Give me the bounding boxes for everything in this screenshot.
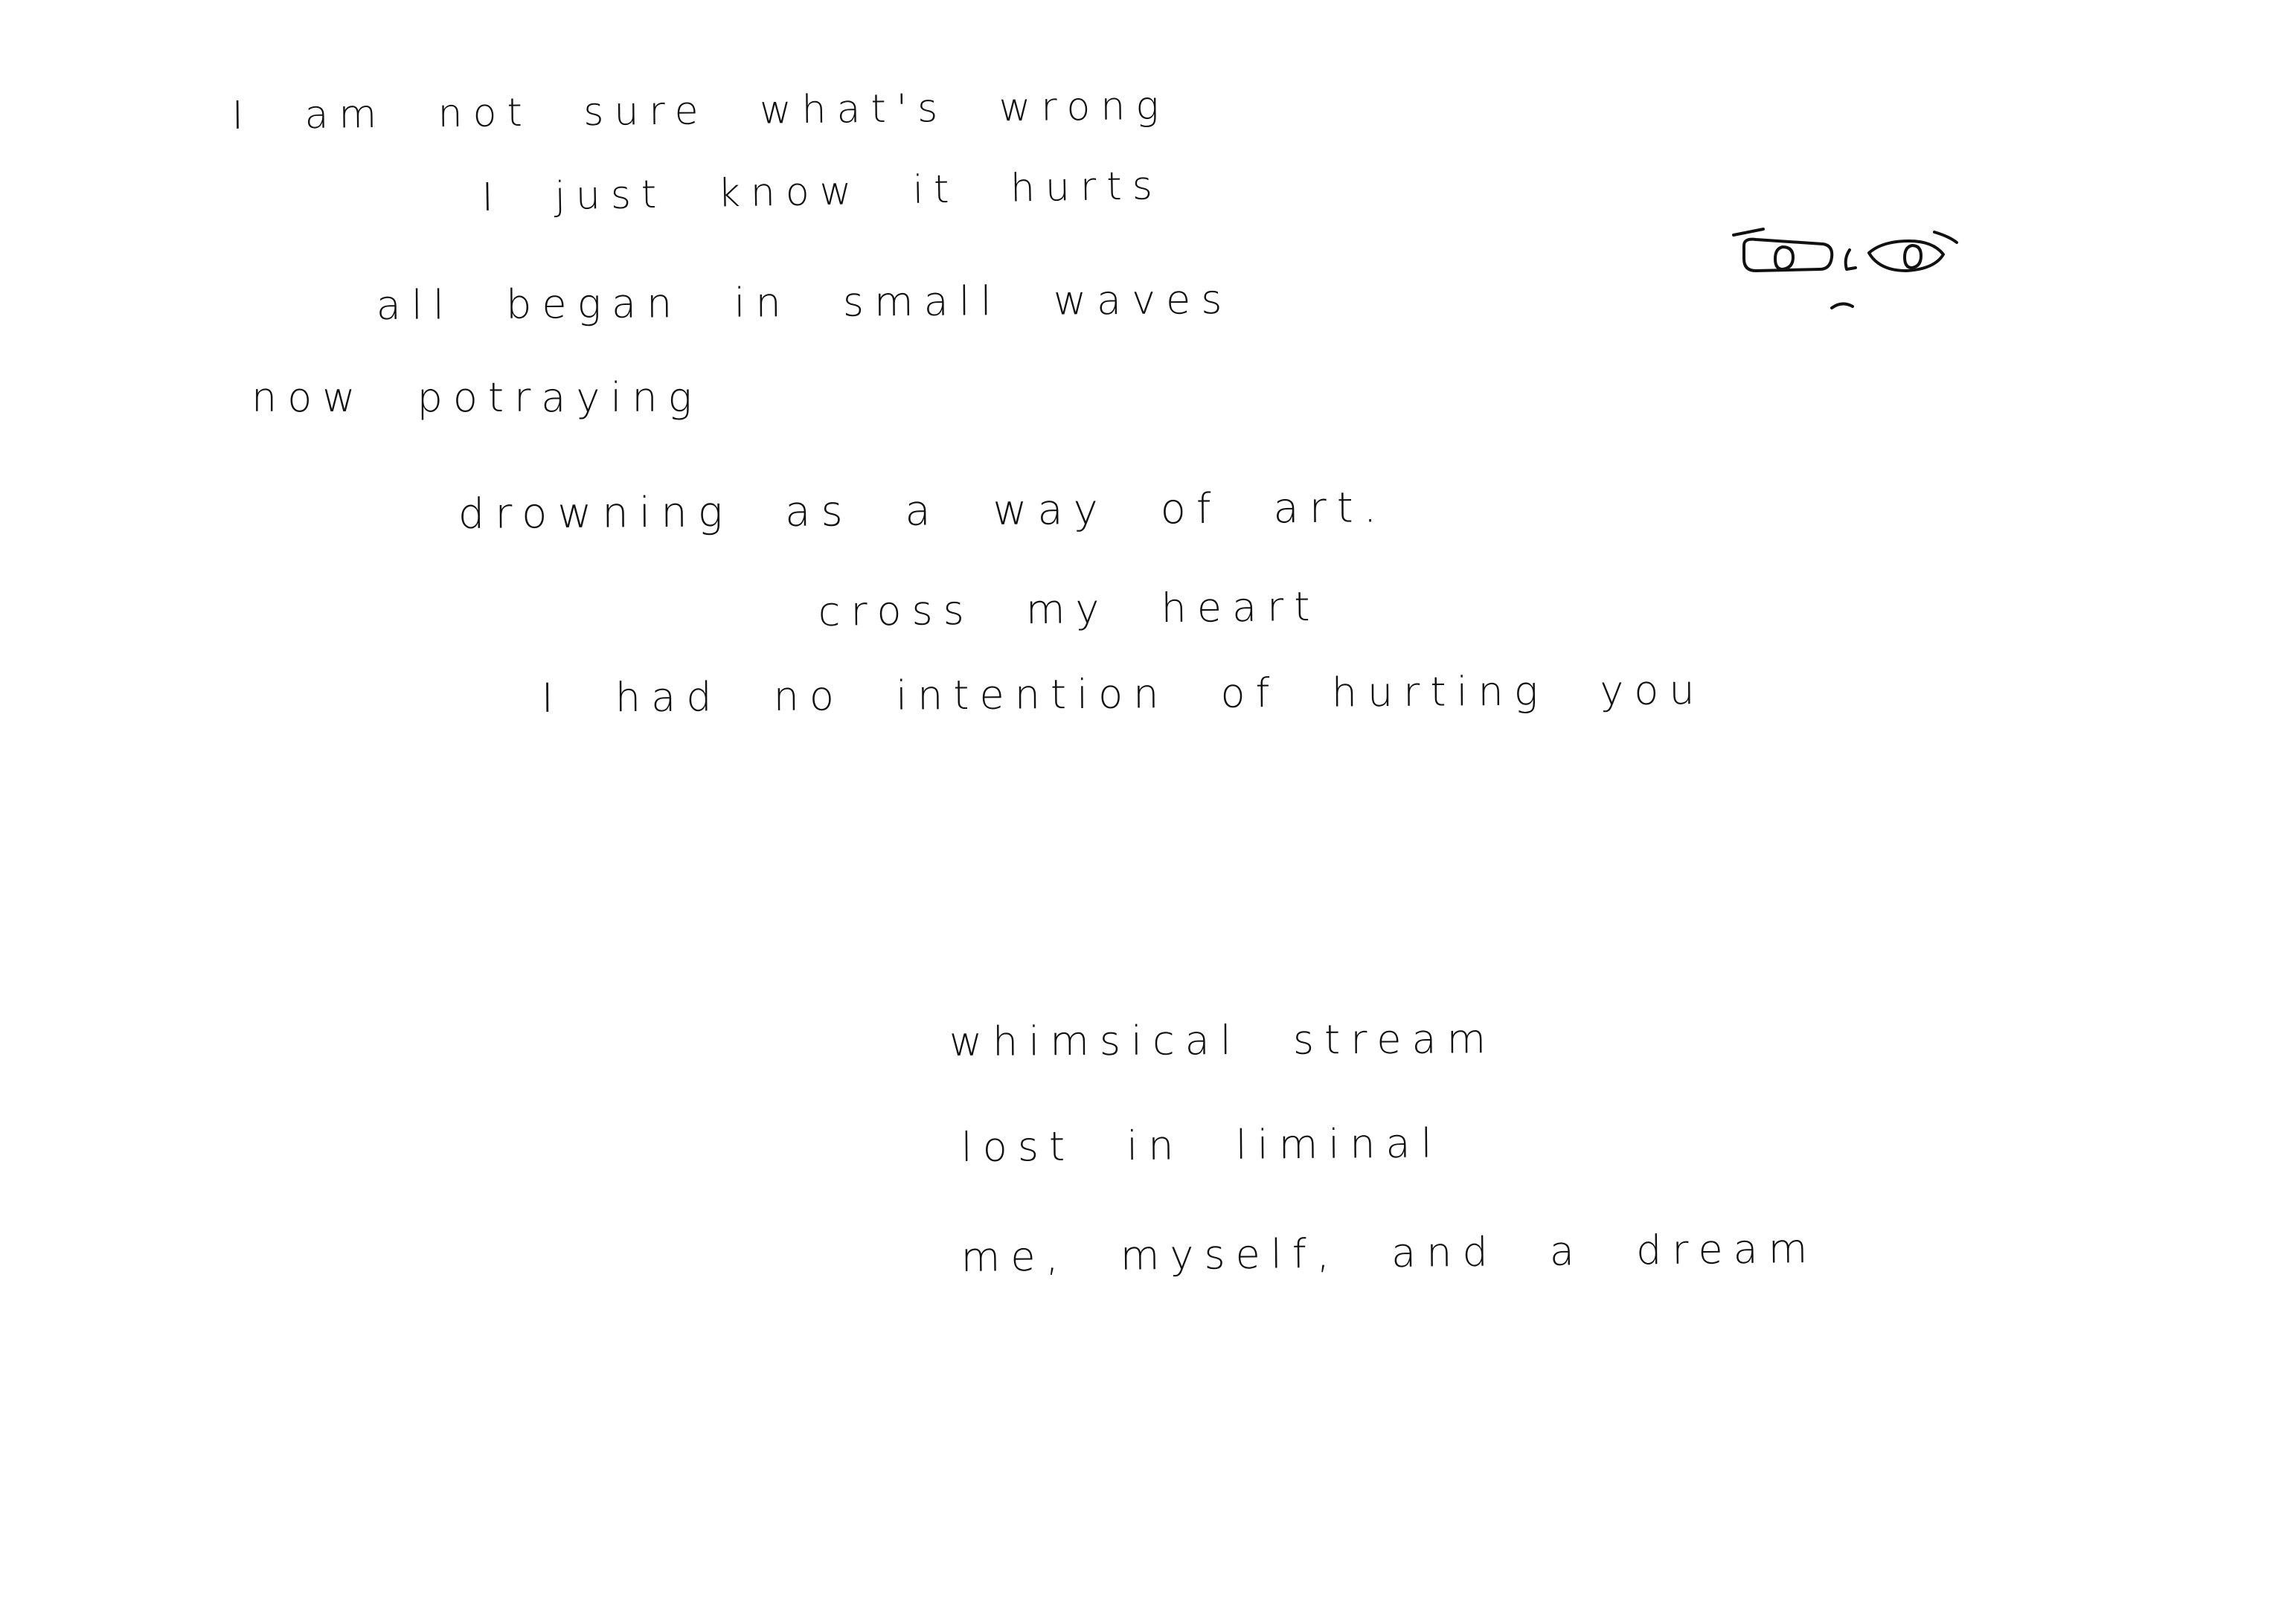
poem-line-1: I am not sure what's wrong bbox=[231, 83, 1170, 138]
poem-line-2: I just know it hurts bbox=[481, 164, 1164, 220]
poem-line-10: me, myself, and a dream bbox=[961, 1224, 1818, 1281]
poem-line-4: now potraying bbox=[251, 374, 702, 421]
poem-line-6: cross my heart bbox=[818, 582, 1321, 635]
poem-line-8: whimsical stream bbox=[949, 1015, 1497, 1065]
poem-line-9: lost in liminal bbox=[961, 1119, 1443, 1171]
poem-line-7: I had no intention of hurting you bbox=[541, 666, 1705, 721]
face-doodle-icon bbox=[1711, 216, 1964, 327]
poem-line-5: drowning as a way of art. bbox=[458, 483, 1388, 539]
poem-line-3: all began in small waves bbox=[376, 275, 1233, 329]
